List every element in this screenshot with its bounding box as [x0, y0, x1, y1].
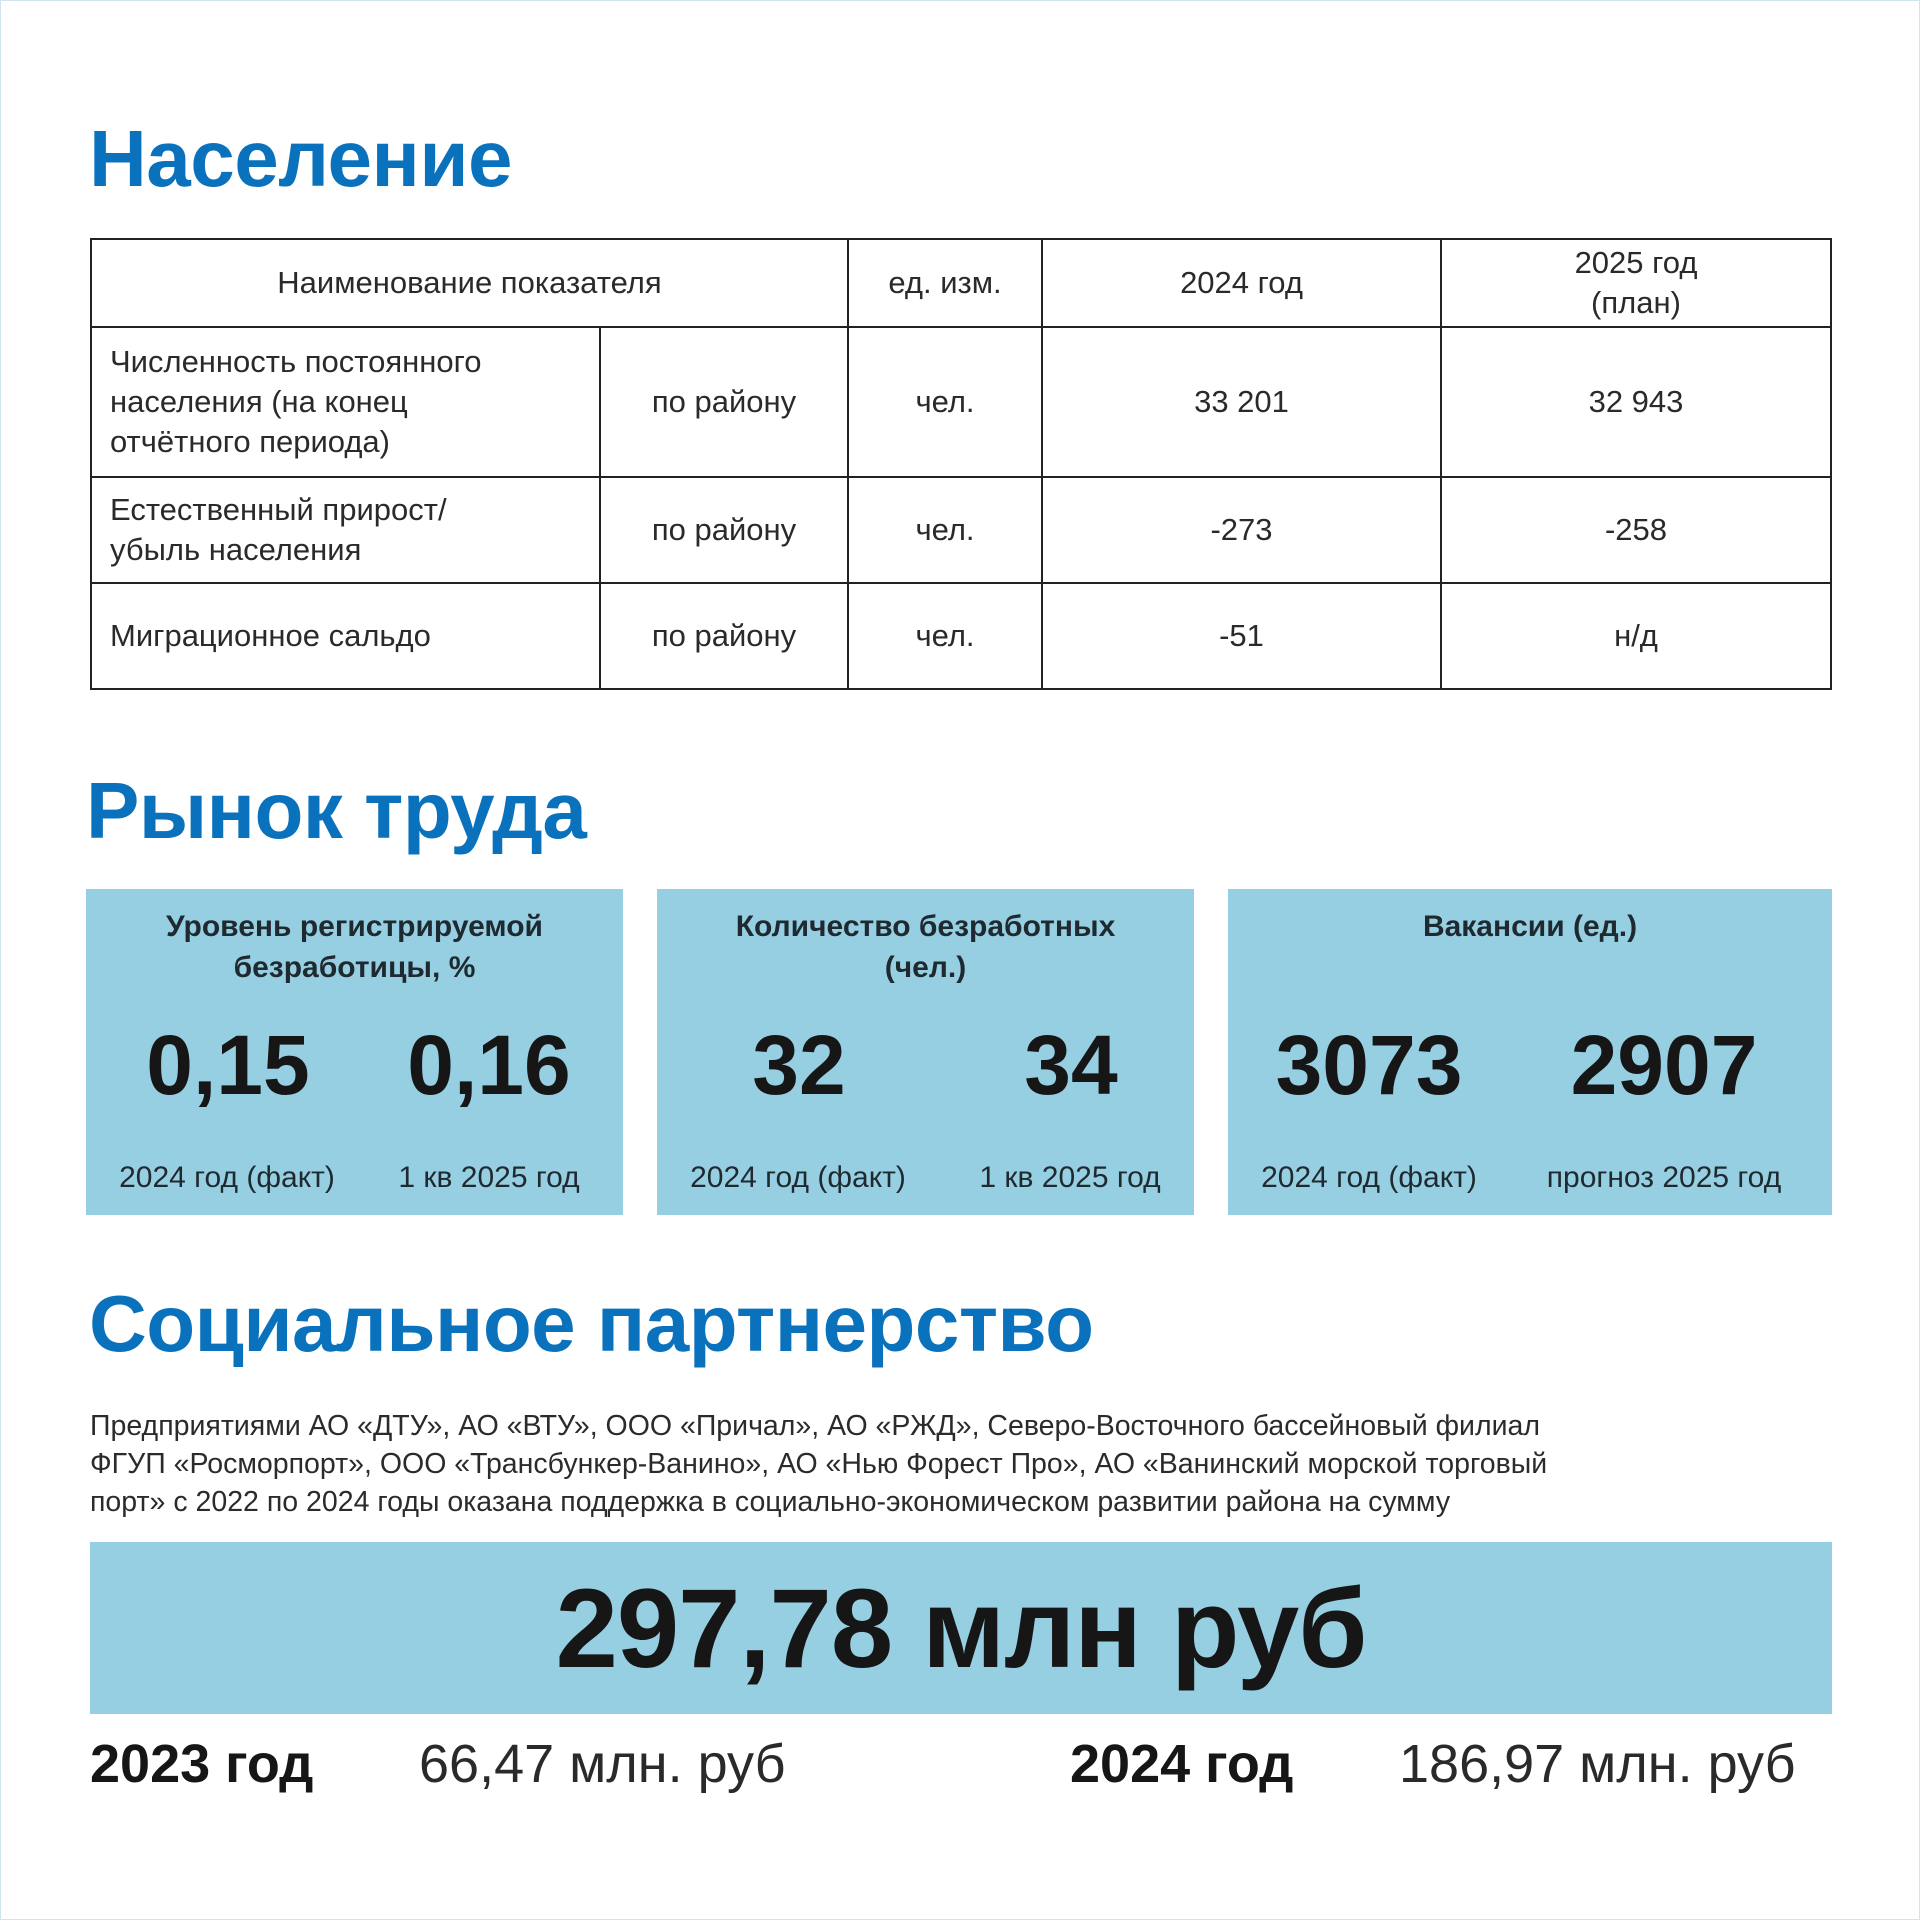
- card-caption: прогноз 2025 год: [1546, 1161, 1782, 1194]
- row-name: [91, 583, 600, 689]
- card-caption: 2024 год (факт): [1261, 1161, 1477, 1194]
- population-title: Население: [89, 114, 512, 203]
- card-title: [657, 907, 1194, 988]
- header-2024: 2024 год: [1042, 239, 1441, 327]
- header-2025: [1441, 239, 1831, 327]
- card-value: 3073: [1275, 1018, 1463, 1112]
- row-name-line: Миграционное сальдо: [110, 617, 431, 653]
- header-2025-line1: 2025 год: [1574, 244, 1698, 280]
- row-2025: 32 943: [1441, 327, 1831, 477]
- card-title-line: (чел.): [884, 950, 967, 984]
- card-title-line: Вакансии (ед.): [1422, 910, 1638, 943]
- card-caption: 2024 год (факт): [690, 1161, 906, 1194]
- table-header-row: [91, 239, 1831, 327]
- labor-title: Рынок труда: [86, 766, 587, 855]
- year-amount: 66,47 млн. руб: [419, 1734, 786, 1794]
- row-2025: н/д: [1441, 583, 1831, 689]
- card-caption: 2024 год (факт): [119, 1161, 335, 1194]
- row-name-line: убыль населения: [110, 532, 362, 567]
- row-unit: чел.: [848, 477, 1042, 583]
- row-unit: чел.: [848, 327, 1042, 477]
- row-area: по району: [600, 327, 848, 477]
- year-label: 2024 год: [1070, 1734, 1294, 1794]
- card-title-line: Уровень регистрируемой: [166, 910, 543, 943]
- card-caption: 1 кв 2025 год: [398, 1161, 580, 1194]
- description-line: порт» с 2022 по 2024 годы оказана поддержка в социально-экономическом развитии района на сумму: [90, 1486, 1451, 1518]
- row-name-line: отчётного периода): [110, 424, 390, 460]
- card-title: [86, 907, 623, 988]
- total-amount: 297,78 млн руб: [555, 1565, 1367, 1691]
- card-value: 0,16: [407, 1018, 571, 1112]
- total-amount-band: [90, 1542, 1832, 1714]
- row-2024: 33 201: [1042, 327, 1441, 477]
- description-line: Предприятиями АО «ДТУ», АО «ВТУ», ООО «Причал», АО «РЖД», Северо-Восточного бассейновый филиал: [90, 1410, 1540, 1442]
- social-title: Социальное партнерство: [89, 1279, 1094, 1368]
- population-table: [90, 238, 1832, 690]
- card-title-line: безработицы, %: [233, 950, 476, 984]
- card-caption: 1 кв 2025 год: [979, 1161, 1161, 1194]
- header-unit: ед. изм.: [848, 239, 1042, 327]
- table-row: [91, 477, 1831, 583]
- row-name: [91, 477, 600, 583]
- row-area: по району: [600, 583, 848, 689]
- card-title-line: Количество безработных: [735, 910, 1116, 943]
- card-value: 34: [1024, 1018, 1118, 1112]
- card-title: [1228, 907, 1832, 948]
- card-value: 0,15: [146, 1018, 310, 1112]
- row-2024: -51: [1042, 583, 1441, 689]
- card-value: 32: [752, 1018, 846, 1112]
- header-2025-line2: (план): [1591, 285, 1681, 320]
- row-name-line: Численность постоянного: [110, 343, 482, 379]
- row-unit: чел.: [848, 583, 1042, 689]
- year-amount: 186,97 млн. руб: [1399, 1734, 1796, 1794]
- table-row: [91, 583, 1831, 689]
- row-name: [91, 327, 600, 477]
- social-description: [90, 1407, 1850, 1521]
- row-name-line: Естественный прирост/: [110, 491, 447, 527]
- row-name-line: населения (на конец: [110, 383, 408, 419]
- table-row: [91, 327, 1831, 477]
- row-2024: -273: [1042, 477, 1441, 583]
- row-2025: -258: [1441, 477, 1831, 583]
- row-area: по району: [600, 477, 848, 583]
- year-label: 2023 год: [90, 1734, 314, 1794]
- card-value: 2907: [1570, 1018, 1758, 1112]
- header-name: Наименование показателя: [91, 239, 848, 327]
- description-line: ФГУП «Росморпорт», ООО «Трансбункер-Ванино», АО «Нью Форест Про», АО «Ванинский морской торговый: [90, 1448, 1548, 1480]
